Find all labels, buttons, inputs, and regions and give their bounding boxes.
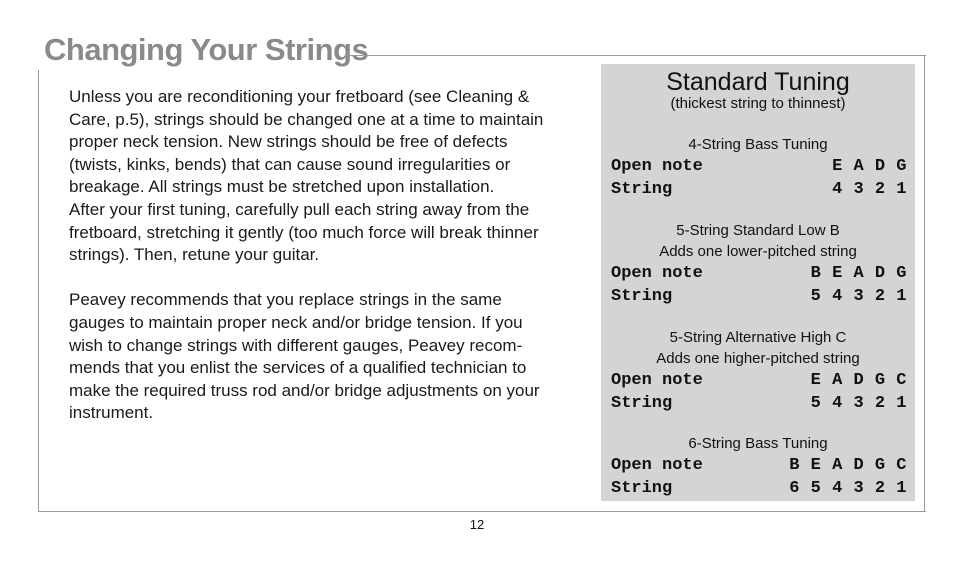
body-text (69, 86, 589, 425)
body-line: Peavey recommends that you replace strings in the same (69, 290, 502, 310)
tuning-section-5-string-high-c (601, 327, 915, 415)
tuning-section-4-string (601, 134, 915, 201)
string-row (601, 285, 915, 308)
section-heading: 5-String Standard Low B (676, 222, 840, 239)
frame-bottom-rule (38, 511, 926, 512)
string-row (601, 392, 915, 415)
string-numbers: 6 5 4 3 2 1 (789, 479, 907, 498)
body-line: make the required truss rod and/or bridge adjustments on your (69, 380, 540, 400)
string-label: String (611, 180, 673, 199)
body-line: Unless you are reconditioning your fretboard (see Cleaning & (69, 87, 530, 106)
section-subheading: Adds one lower-pitched string (659, 243, 857, 260)
open-note-row (601, 155, 915, 178)
page-title: Changing Your Strings (44, 32, 369, 67)
section-heading: 6-String Bass Tuning (688, 435, 828, 452)
body-line: strings). Then, retune your guitar. (69, 245, 320, 265)
tuning-section-5-string-low-b (601, 220, 915, 308)
frame-right-rule (924, 55, 925, 512)
paragraph-gap (69, 267, 589, 290)
frame-top-rule (346, 55, 926, 56)
body-line: mends that you enlist the services of a qualified technician to (69, 358, 527, 378)
open-note-label: Open note (611, 456, 703, 475)
section-heading: 5-String Alternative High C (669, 329, 847, 346)
page-number: 12 (469, 517, 485, 532)
body-line: (twists, kinks, bends) that can cause sound irregularities or (69, 154, 511, 174)
open-note-row (601, 369, 915, 392)
tuning-subtitle: (thickest string to thinnest) (670, 95, 846, 112)
frame-left-rule (38, 70, 39, 512)
string-label: String (611, 287, 673, 306)
open-note-row (601, 262, 915, 285)
open-note-label: Open note (611, 371, 703, 390)
open-note-values: B E A D G (810, 264, 907, 283)
tuning-title: Standard Tuning (666, 68, 850, 96)
body-line: Care, p.5), strings should be changed one at a time to maintain (69, 109, 544, 129)
open-note-row (601, 454, 915, 477)
body-line: instrument. (69, 403, 154, 423)
section-subheading: Adds one higher-pitched string (656, 350, 860, 367)
string-label: String (611, 394, 673, 413)
standard-tuning-box (601, 64, 915, 501)
open-note-label: Open note (611, 157, 703, 176)
body-line: fretboard, stretching it gently (too much force will break thinner (69, 222, 539, 242)
body-line: proper neck tension. New strings should be free of defects (69, 132, 508, 152)
open-note-values: B E A D G C (789, 456, 907, 475)
body-line: breakage. All strings must be stretched upon installation. (69, 177, 495, 197)
string-numbers: 5 4 3 2 1 (810, 394, 907, 413)
string-row (601, 178, 915, 201)
tuning-section-6-string (601, 433, 915, 500)
string-label: String (611, 479, 673, 498)
string-row (601, 477, 915, 500)
open-note-label: Open note (611, 264, 703, 283)
body-line: gauges to maintain proper neck and/or bridge tension. If you (69, 312, 523, 332)
string-numbers: 5 4 3 2 1 (810, 287, 907, 306)
open-note-values: E A D G (832, 157, 907, 176)
section-heading: 4-String Bass Tuning (688, 136, 828, 153)
body-line: After your first tuning, carefully pull each string away from the (69, 199, 530, 219)
string-numbers: 4 3 2 1 (832, 180, 907, 199)
open-note-values: E A D G C (810, 371, 907, 390)
body-line: wish to change strings with different gauges, Peavey recom- (69, 335, 523, 355)
